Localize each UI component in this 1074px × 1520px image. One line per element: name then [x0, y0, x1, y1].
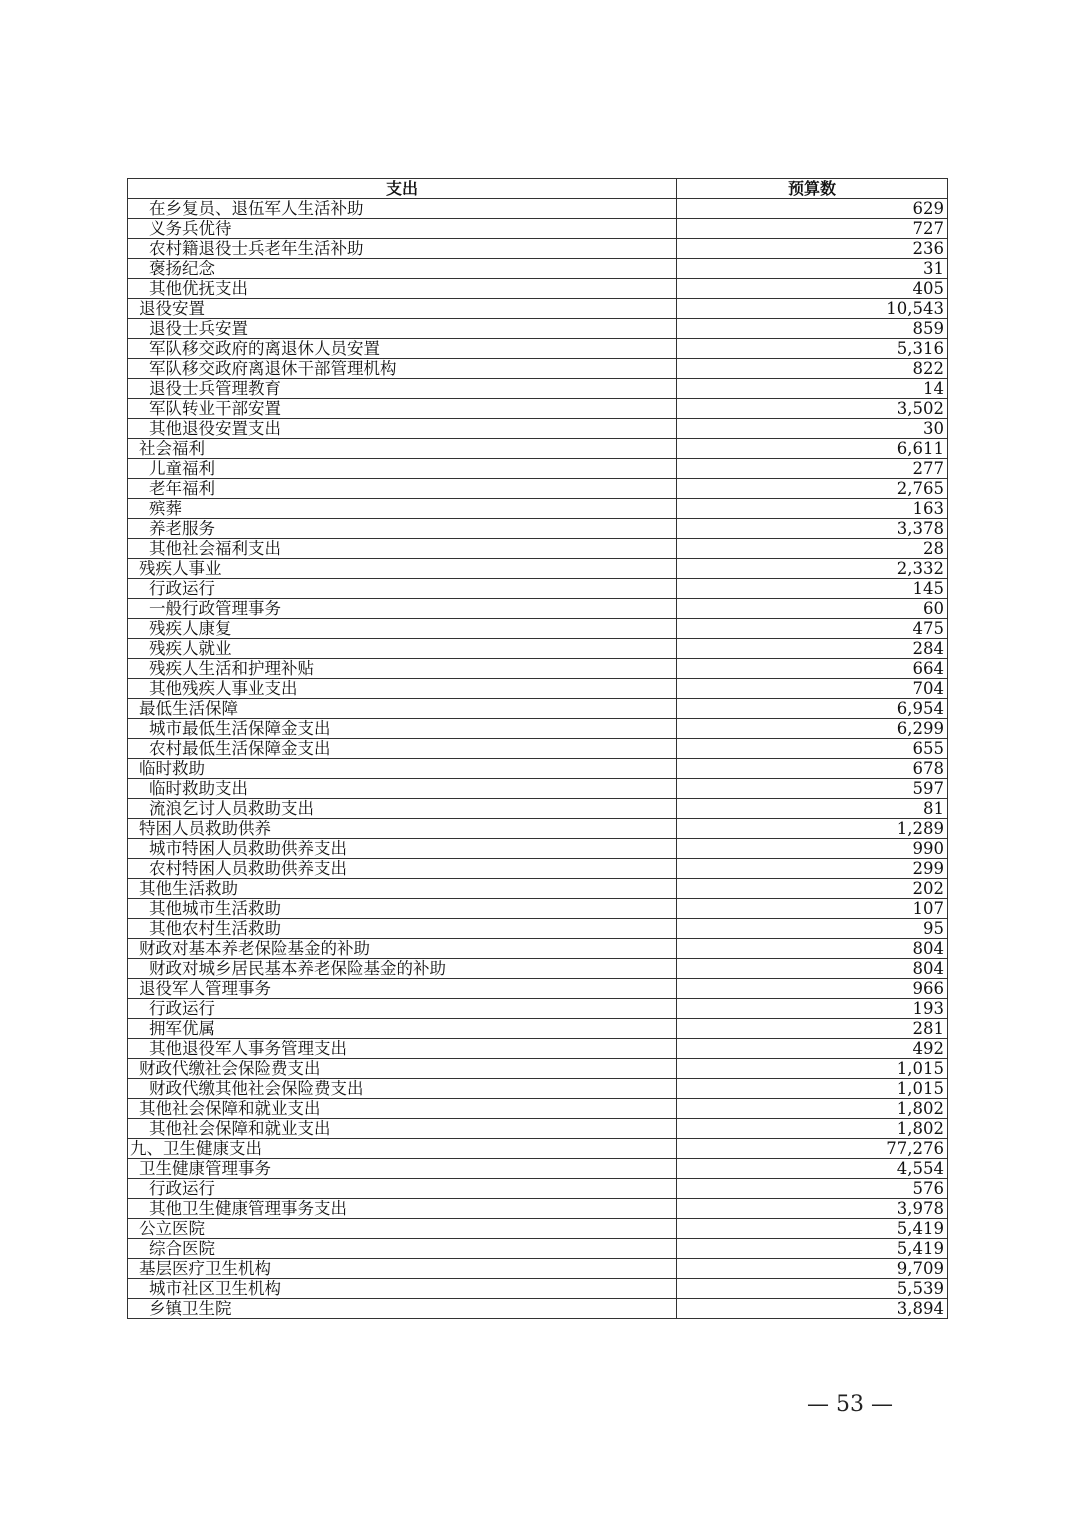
row-item-name: 义务兵优待 — [128, 219, 677, 239]
table-row — [128, 979, 948, 999]
table-row — [128, 1179, 948, 1199]
row-item-name: 其他残疾人事业支出 — [128, 679, 677, 699]
row-budget-amount: 284 — [677, 639, 948, 659]
table-row — [128, 1159, 948, 1179]
row-budget-amount: 77,276 — [677, 1139, 948, 1159]
row-budget-amount: 3,502 — [677, 399, 948, 419]
row-item-name: 农村特困人员救助供养支出 — [128, 859, 677, 879]
row-budget-amount: 966 — [677, 979, 948, 999]
table-row — [128, 239, 948, 259]
row-item-name: 褒扬纪念 — [128, 259, 677, 279]
table-row — [128, 679, 948, 699]
table-row — [128, 719, 948, 739]
table-row — [128, 459, 948, 479]
row-budget-amount: 678 — [677, 759, 948, 779]
row-item-name: 拥军优属 — [128, 1019, 677, 1039]
row-budget-amount: 597 — [677, 779, 948, 799]
table-row — [128, 439, 948, 459]
table-row — [128, 1299, 948, 1319]
row-item-name: 特困人员救助供养 — [128, 819, 677, 839]
row-item-name: 临时救助支出 — [128, 779, 677, 799]
row-item-name: 卫生健康管理事务 — [128, 1159, 677, 1179]
row-item-name: 乡镇卫生院 — [128, 1299, 677, 1319]
row-item-name: 城市社区卫生机构 — [128, 1279, 677, 1299]
row-budget-amount: 859 — [677, 319, 948, 339]
row-budget-amount: 655 — [677, 739, 948, 759]
row-item-name: 其他退役军人事务管理支出 — [128, 1039, 677, 1059]
row-budget-amount: 1,802 — [677, 1119, 948, 1139]
row-budget-amount: 1,802 — [677, 1099, 948, 1119]
row-budget-amount: 990 — [677, 839, 948, 859]
table-row — [128, 959, 948, 979]
row-budget-amount: 10,543 — [677, 299, 948, 319]
row-item-name: 在乡复员、退伍军人生活补助 — [128, 199, 677, 219]
row-budget-amount: 81 — [677, 799, 948, 819]
row-budget-amount: 60 — [677, 599, 948, 619]
table-row — [128, 919, 948, 939]
row-item-name: 其他社会保障和就业支出 — [128, 1119, 677, 1139]
table-row — [128, 879, 948, 899]
table-row — [128, 779, 948, 799]
table-row — [128, 619, 948, 639]
row-item-name: 财政对基本养老保险基金的补助 — [128, 939, 677, 959]
row-item-name: 行政运行 — [128, 579, 677, 599]
row-budget-amount: 14 — [677, 379, 948, 399]
table-row — [128, 219, 948, 239]
table-row — [128, 659, 948, 679]
row-item-name: 其他优抚支出 — [128, 279, 677, 299]
row-budget-amount: 6,299 — [677, 719, 948, 739]
row-item-name: 公立医院 — [128, 1219, 677, 1239]
page-number: — 53 — — [807, 1392, 893, 1417]
table-row — [128, 1239, 948, 1259]
row-budget-amount: 405 — [677, 279, 948, 299]
row-item-name: 其他农村生活救助 — [128, 919, 677, 939]
row-item-name: 行政运行 — [128, 1179, 677, 1199]
row-budget-amount: 5,419 — [677, 1239, 948, 1259]
row-budget-amount: 95 — [677, 919, 948, 939]
row-budget-amount: 30 — [677, 419, 948, 439]
row-budget-amount: 664 — [677, 659, 948, 679]
table-row — [128, 559, 948, 579]
row-budget-amount: 9,709 — [677, 1259, 948, 1279]
table-row — [128, 1079, 948, 1099]
table-row — [128, 1019, 948, 1039]
row-item-name: 残疾人就业 — [128, 639, 677, 659]
table-row — [128, 1219, 948, 1239]
table-row — [128, 859, 948, 879]
row-item-name: 综合医院 — [128, 1239, 677, 1259]
row-budget-amount: 163 — [677, 499, 948, 519]
column-header-budget: 预算数 — [677, 179, 948, 199]
row-item-name: 财政代缴社会保险费支出 — [128, 1059, 677, 1079]
table-row — [128, 1279, 948, 1299]
row-budget-amount: 2,332 — [677, 559, 948, 579]
row-budget-amount: 1,015 — [677, 1059, 948, 1079]
row-budget-amount: 1,289 — [677, 819, 948, 839]
row-budget-amount: 1,015 — [677, 1079, 948, 1099]
row-budget-amount: 281 — [677, 1019, 948, 1039]
row-budget-amount: 3,978 — [677, 1199, 948, 1219]
table-row — [128, 1259, 948, 1279]
row-budget-amount: 193 — [677, 999, 948, 1019]
table-row — [128, 339, 948, 359]
row-budget-amount: 475 — [677, 619, 948, 639]
budget-table — [127, 178, 948, 1319]
table-row — [128, 839, 948, 859]
row-budget-amount: 202 — [677, 879, 948, 899]
table-row — [128, 279, 948, 299]
table-row — [128, 1059, 948, 1079]
table-row — [128, 299, 948, 319]
table-row — [128, 599, 948, 619]
row-budget-amount: 5,316 — [677, 339, 948, 359]
table-row — [128, 1139, 948, 1159]
row-item-name: 殡葬 — [128, 499, 677, 519]
row-budget-amount: 3,894 — [677, 1299, 948, 1319]
table-row — [128, 739, 948, 759]
table-row — [128, 1099, 948, 1119]
row-item-name: 残疾人事业 — [128, 559, 677, 579]
table-row — [128, 1119, 948, 1139]
row-budget-amount: 804 — [677, 959, 948, 979]
row-budget-amount: 822 — [677, 359, 948, 379]
row-item-name: 九、卫生健康支出 — [128, 1139, 677, 1159]
row-item-name: 退役士兵管理教育 — [128, 379, 677, 399]
row-budget-amount: 31 — [677, 259, 948, 279]
table-row — [128, 419, 948, 439]
row-item-name: 财政代缴其他社会保险费支出 — [128, 1079, 677, 1099]
row-budget-amount: 3,378 — [677, 519, 948, 539]
table-row — [128, 399, 948, 419]
row-item-name: 军队移交政府离退休干部管理机构 — [128, 359, 677, 379]
row-item-name: 城市最低生活保障金支出 — [128, 719, 677, 739]
row-budget-amount: 145 — [677, 579, 948, 599]
row-item-name: 退役安置 — [128, 299, 677, 319]
table-row — [128, 639, 948, 659]
table-row — [128, 759, 948, 779]
row-budget-amount: 804 — [677, 939, 948, 959]
row-item-name: 其他城市生活救助 — [128, 899, 677, 919]
row-item-name: 其他退役安置支出 — [128, 419, 677, 439]
row-budget-amount: 5,419 — [677, 1219, 948, 1239]
row-budget-amount: 299 — [677, 859, 948, 879]
row-item-name: 临时救助 — [128, 759, 677, 779]
row-budget-amount: 727 — [677, 219, 948, 239]
row-item-name: 最低生活保障 — [128, 699, 677, 719]
table-row — [128, 519, 948, 539]
row-budget-amount: 236 — [677, 239, 948, 259]
row-item-name: 老年福利 — [128, 479, 677, 499]
row-item-name: 一般行政管理事务 — [128, 599, 677, 619]
row-budget-amount: 28 — [677, 539, 948, 559]
row-item-name: 养老服务 — [128, 519, 677, 539]
row-item-name: 残疾人康复 — [128, 619, 677, 639]
row-budget-amount: 576 — [677, 1179, 948, 1199]
row-item-name: 军队转业干部安置 — [128, 399, 677, 419]
table-row — [128, 539, 948, 559]
row-budget-amount: 277 — [677, 459, 948, 479]
table-row — [128, 499, 948, 519]
row-item-name: 其他生活救助 — [128, 879, 677, 899]
row-item-name: 农村籍退役士兵老年生活补助 — [128, 239, 677, 259]
row-item-name: 其他社会保障和就业支出 — [128, 1099, 677, 1119]
table-row — [128, 1039, 948, 1059]
row-budget-amount: 704 — [677, 679, 948, 699]
row-item-name: 退役军人管理事务 — [128, 979, 677, 999]
row-item-name: 社会福利 — [128, 439, 677, 459]
table-row — [128, 999, 948, 1019]
row-item-name: 其他社会福利支出 — [128, 539, 677, 559]
table-row — [128, 819, 948, 839]
row-budget-amount: 107 — [677, 899, 948, 919]
table-row — [128, 579, 948, 599]
table-header-row — [128, 179, 948, 199]
row-item-name: 残疾人生活和护理补贴 — [128, 659, 677, 679]
column-header-expenditure: 支出 — [128, 179, 677, 199]
row-budget-amount: 4,554 — [677, 1159, 948, 1179]
table-row — [128, 319, 948, 339]
row-item-name: 行政运行 — [128, 999, 677, 1019]
table-row — [128, 199, 948, 219]
row-item-name: 其他卫生健康管理事务支出 — [128, 1199, 677, 1219]
row-item-name: 儿童福利 — [128, 459, 677, 479]
row-item-name: 财政对城乡居民基本养老保险基金的补助 — [128, 959, 677, 979]
table-row — [128, 699, 948, 719]
row-budget-amount: 492 — [677, 1039, 948, 1059]
table-row — [128, 799, 948, 819]
row-item-name: 军队移交政府的离退休人员安置 — [128, 339, 677, 359]
row-item-name: 城市特困人员救助供养支出 — [128, 839, 677, 859]
table-row — [128, 1199, 948, 1219]
table-row — [128, 899, 948, 919]
table-row — [128, 359, 948, 379]
table-row — [128, 379, 948, 399]
row-budget-amount: 629 — [677, 199, 948, 219]
table-row — [128, 259, 948, 279]
row-item-name: 退役士兵安置 — [128, 319, 677, 339]
row-budget-amount: 6,954 — [677, 699, 948, 719]
table-row — [128, 479, 948, 499]
table-body — [128, 199, 948, 1319]
row-item-name: 流浪乞讨人员救助支出 — [128, 799, 677, 819]
row-budget-amount: 2,765 — [677, 479, 948, 499]
row-item-name: 农村最低生活保障金支出 — [128, 739, 677, 759]
row-budget-amount: 5,539 — [677, 1279, 948, 1299]
row-budget-amount: 6,611 — [677, 439, 948, 459]
table-row — [128, 939, 948, 959]
row-item-name: 基层医疗卫生机构 — [128, 1259, 677, 1279]
